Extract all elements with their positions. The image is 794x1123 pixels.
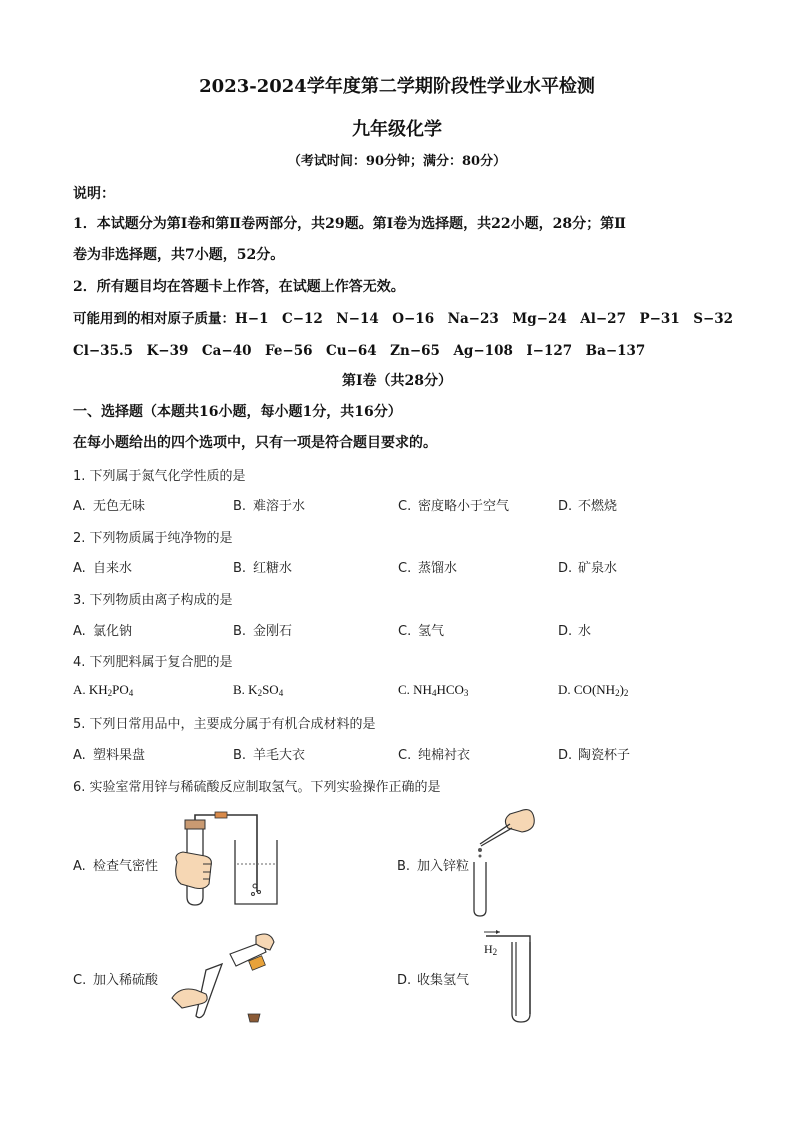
option-d: D. $CO(NH_2)_2$ bbox=[558, 682, 629, 698]
notes-item2: 2．所有题目均在答题卡上作答，在试题上作答无效。 bbox=[73, 279, 405, 295]
airtightness-check-figure bbox=[165, 812, 285, 912]
atomic-mass-line2: Cl−35.5 K−39 Ca−40 Fe−56 Cu−64 Zn−65 Ag−108 I−127 Ba−137 bbox=[73, 343, 646, 359]
option-d: D. 水 bbox=[558, 624, 592, 639]
question-stem: 1. 下列属于氮气化学性质的是 bbox=[73, 469, 246, 484]
notes-item1-line1: 1．本试题分为第Ⅰ卷和第Ⅱ卷两部分，共29题。第Ⅰ卷为选择题，共22小题，28分；第Ⅱ bbox=[73, 216, 626, 232]
exam-info: （考试时间：90分钟；满分：80分） bbox=[287, 154, 507, 169]
option-a: A. 自来水 bbox=[73, 561, 133, 576]
option-d: D. 不燃烧 bbox=[558, 499, 618, 514]
option-b: B. 红糖水 bbox=[233, 561, 293, 576]
option-a: A. $KH_2PO_4$ bbox=[73, 682, 134, 698]
option-d: D. 矿泉水 bbox=[558, 561, 618, 576]
option-a: A. 氯化钠 bbox=[73, 624, 133, 639]
question-stem: 2. 下列物质属于纯净物的是 bbox=[73, 531, 233, 546]
option-a: A. 塑料果盘 bbox=[73, 748, 146, 763]
option-b: B. $K_2SO_4$ bbox=[233, 682, 284, 698]
option-d: D. 收集氢气 bbox=[397, 973, 470, 988]
question-stem: 5. 下列日常用品中，主要成分属于有机合成材料的是 bbox=[73, 717, 376, 732]
option-c: C. 氢气 bbox=[398, 624, 445, 639]
h2-label: $H_2$ bbox=[484, 942, 498, 957]
option-c: C. $NH_4HCO_3$ bbox=[398, 682, 469, 698]
atomic-mass-line1: 可能用到的相对原子质量：H−1 C−12 N−14 O−16 Na−23 Mg−24 Al−27 P−31 S−32 bbox=[73, 311, 734, 327]
exam-subtitle: 九年级化学 bbox=[352, 119, 442, 140]
question-stem: 3. 下列物质由离子构成的是 bbox=[73, 593, 233, 608]
section-instruction: 在每小题给出的四个选项中，只有一项是符合题目要求的。 bbox=[73, 435, 437, 451]
option-b: B. 难溶于水 bbox=[233, 499, 306, 514]
question-stem: 4. 下列肥料属于复合肥的是 bbox=[73, 655, 233, 670]
exam-title: 2023-2024学年度第二学期阶段性学业水平检测 bbox=[199, 76, 595, 97]
option-c: C. 加入稀硫酸 bbox=[73, 973, 159, 988]
adding-zinc-figure bbox=[460, 806, 540, 918]
option-b: B. 羊毛大衣 bbox=[233, 748, 306, 763]
adding-acid-figure bbox=[170, 928, 280, 1024]
part1-heading: 第Ⅰ卷（共28分） bbox=[341, 373, 453, 389]
question-stem: 6. 实验室常用锌与稀硫酸反应制取氢气。下列实验操作正确的是 bbox=[73, 780, 441, 795]
option-b: B. 加入锌粒 bbox=[397, 859, 470, 874]
notes-item1-line2: 卷为非选择题，共7小题，52分。 bbox=[73, 247, 285, 263]
option-c: C. 蒸馏水 bbox=[398, 561, 458, 576]
option-a: A. 无色无味 bbox=[73, 499, 146, 514]
option-a: A. 检查气密性 bbox=[73, 859, 159, 874]
option-c: C. 密度略小于空气 bbox=[398, 499, 510, 514]
notes-label: 说明： bbox=[73, 186, 115, 202]
section-title: 一、选择题（本题共16小题，每小题1分，共16分） bbox=[73, 404, 402, 420]
option-d: D. 陶瓷杯子 bbox=[558, 748, 631, 763]
option-b: B. 金刚石 bbox=[233, 624, 293, 639]
option-c: C. 纯棉衬衣 bbox=[398, 748, 471, 763]
